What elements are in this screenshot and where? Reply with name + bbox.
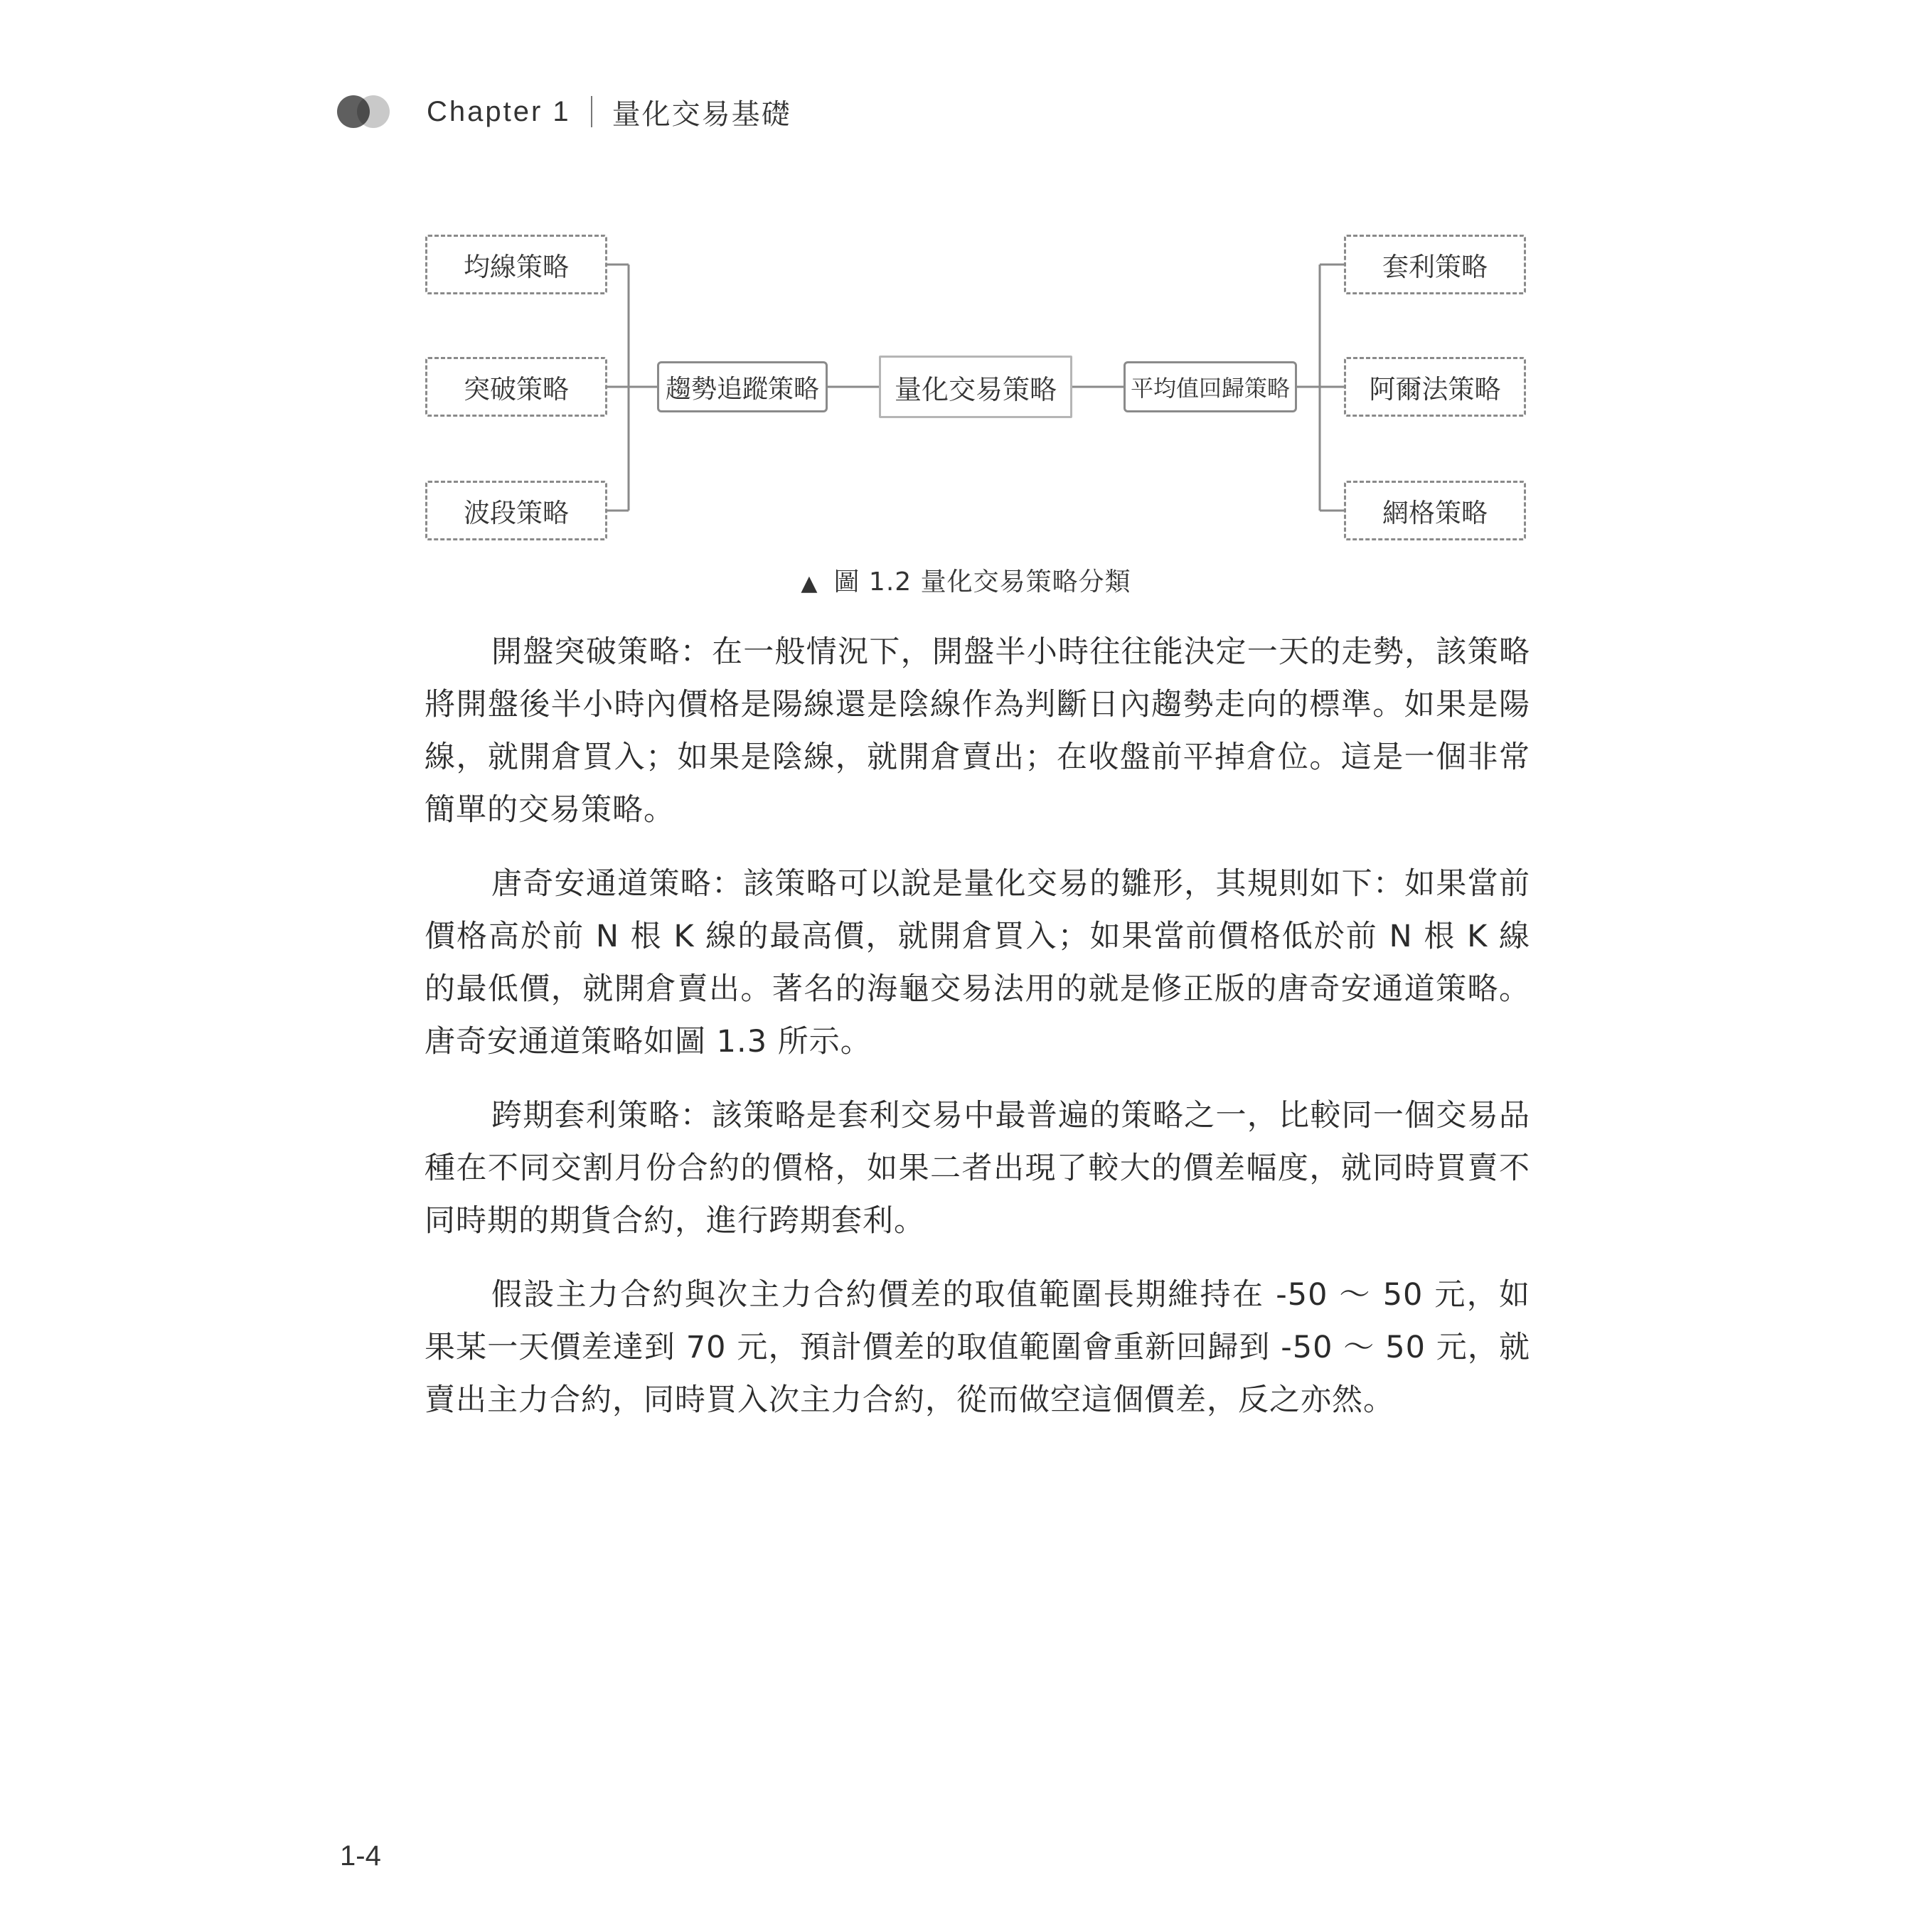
figure-connectors [0,0,1932,640]
paragraph-opening-breakout: 開盤突破策略：在一般情況下，開盤半小時往往能決定一天的走勢，該策略將開盤後半小時內價格是陽線還是陰線作為判斷日內趨勢走向的標準。如果是陽線，就開倉買入；如果是陰線，就開倉賣出；在收盤前平掉倉位。這是一個非常簡單的交易策略。 [425,634,1530,828]
figure-caption [0,562,1932,598]
chapter-title: 量化交易基礎 [612,97,791,131]
paragraph-donchian-channel: 唐奇安通道策略：該策略可以說是量化交易的雛形，其規則如下：如果當前價格高於前 N 根 K 線的最高價，就開倉買入；如果當前價格低於前 N 根 K 線的最低價，就開倉賣出。著名的海龜交易法用的就是修正版的唐奇安通道策略。唐奇安通道策略如圖 1.3 所示。 [425,866,1530,1060]
leaf-node-alpha-strategy: 阿爾法策略 [1344,357,1526,417]
leaf-node-swing-strategy: 波段策略 [425,481,607,540]
chapter-label: Chapter 1 [427,95,571,127]
page-number: 1-4 [340,1840,381,1872]
strategy-classification-figure [0,0,1932,640]
paragraph-calendar-spread: 跨期套利策略：該策略是套利交易中最普遍的策略之一，比較同一個交易品種在不同交割月份合約的價格，如果二者出現了較大的價差幅度，就同時買賣不同時期的期貨合約，進行跨期套利。 [425,1098,1530,1239]
leaf-node-breakout-strategy: 突破策略 [425,357,607,417]
branch-node-mean-reversion: 平均值回歸策略 [1124,361,1297,412]
leaf-node-grid-strategy: 網格策略 [1344,481,1526,540]
leaf-node-ma-strategy: 均線策略 [425,235,607,294]
paragraph-spread-example: 假設主力合約與次主力合約價差的取值範圍長期維持在 -50 ～ 50 元，如果某一天價差達到 70 元，預計價差的取值範圍會重新回歸到 -50 ～ 50 元，就賣出主力合約，同時買入次主力合約，從而做空這個價差，反之亦然。 [425,1277,1530,1418]
figure-caption-text: 圖 1.2 量化交易策略分類 [833,567,1131,597]
root-node: 量化交易策略 [879,356,1072,418]
left-bracket-connector [606,265,657,511]
body-text [425,626,1530,1448]
triangle-up-icon: ▲ [801,571,818,596]
right-bracket-connector [1297,265,1344,511]
leaf-node-arbitrage-strategy: 套利策略 [1344,235,1526,294]
branch-node-trend-following: 趨勢追蹤策略 [657,361,828,412]
